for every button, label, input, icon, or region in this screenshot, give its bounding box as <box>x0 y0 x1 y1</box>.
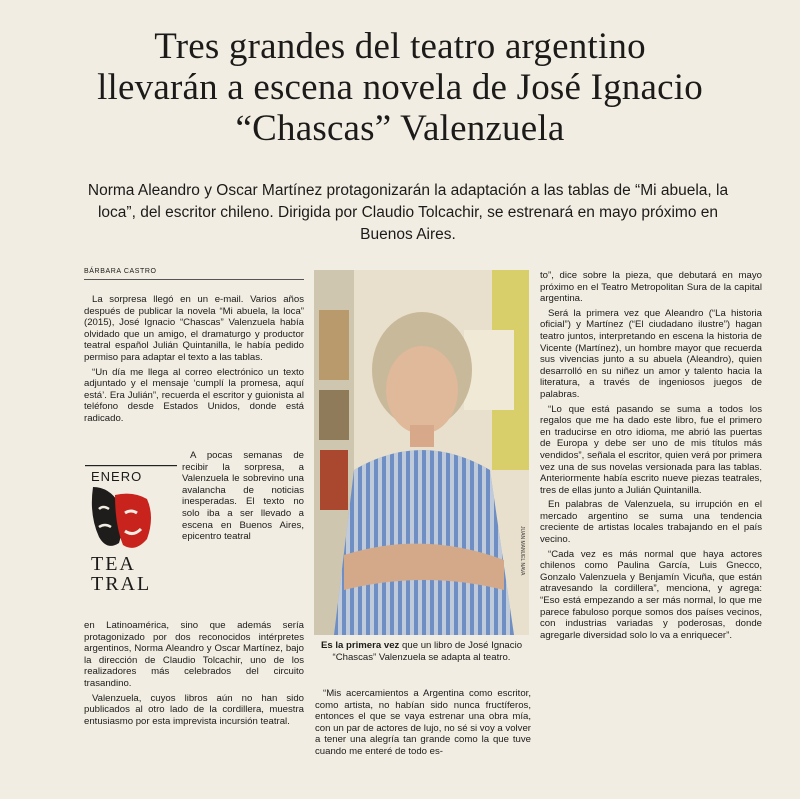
paragraph: en Latinoamérica, sino que además sería protagonizado por dos reconocidos intérpretes argentinos, Norma Aleandro y Oscar Martínez, bajo la dirección de Claudio Tolcachir, uno de los realizadores más celebrados del circuito trasandino. <box>84 620 304 689</box>
paragraph: “Cada vez es más normal que haya actores chilenos como Paulina García, Luis Gnecco, Gonzalo Valenzuela y Benjamín Vicuña, que están atravesando la cordillera”, menciona, y agrega: “Eso está empezando a ser más normal, lo que me parece fabuloso porque somos dos países vecinos, con industrias variadas y poderosas, donde agregarle diversidad solo lo va a enriquecer”. <box>540 548 762 641</box>
body-column-3 <box>540 270 762 790</box>
paragraph: to”, dice sobre la pieza, que debutará en mayo próximo en el Teatro Metropolitan Sura de la capital argentina. <box>540 270 762 305</box>
photo-credit: JUAN MANUEL NAVA <box>519 525 525 575</box>
caption-lead: Es la primera vez <box>320 640 400 651</box>
byline-rule <box>84 279 304 280</box>
paragraph: “Mis acercamientos a Argentina como escritor, como artista, no habían sido nunca fructíferos, entonces el que se vaya estrenar una obra mía, con un par de actores de lujo, no sé si voy a volver a tener una alegría tan grande como la que tuve cuando me enteré de todo es- <box>315 688 531 757</box>
enero-teatral-logo <box>85 465 177 605</box>
subhead: Norma Aleandro y Oscar Martínez protagonizarán la adaptación a las tablas de “Mi abuela, la loca”, del escritor chileno. Dirigida por Claudio Tolcachir, se estrenará en mayo próximo en Buenos Aires. <box>87 182 729 243</box>
logo-line-3: TRAL <box>91 573 152 595</box>
photo-caption <box>314 640 529 663</box>
logo-line-1: ENERO <box>91 469 143 484</box>
body-column-1-lower <box>84 620 304 790</box>
logo-line-2: TEA <box>91 553 136 575</box>
body-column-1-continued <box>182 450 304 620</box>
body-column-2 <box>315 688 531 788</box>
paragraph: En palabras de Valenzuela, su irrupción en el mercado argentino se suma una tendencia creciente de artistas locales trabajando en el país vecino. <box>540 499 762 546</box>
paragraph: “Lo que está pasando se suma a todos los regalos que me ha dado este libro, fue el primero en traducirse en otro idioma, me abrió las puertas de Europa y debe ser uno de mis títulos más vendidos”, señala el escritor, quien verá por primera vez una de sus novelas versionada para las tablas. Anteriormente había escrito nueve piezas teatrales, tres de ellas junto a Julián Quintanilla. <box>540 403 762 496</box>
paragraph: Será la primera vez que Aleandro (“La historia oficial”) y Martínez (“El ciudadano ilustre”) hagan teatro juntos, interpretando en escena la historia de Vicente (Martínez), un hombre mayor que recuerda sus vivencias junto a su abuela (Aleandro), quien desarrolló en su niñez un amor y talento hacia la literatura, a través de ingeniosos juegos de palabras. <box>540 307 762 400</box>
paragraph: La sorpresa llegó en un e-mail. Varios años después de publicar la novela “Mi abuela, la loca” (2015), José Ignacio “Chascas” Valenzuela había olvidado que un amigo, el dramaturgo y productor teatral español Julián Quintanilla, le había pedido permiso para adaptar el texto a las tablas. <box>84 294 304 363</box>
paragraph: Valenzuela, cuyos libros aún no han sido publicados al otro lado de la cordillera, muestra entusiasmo por esta imprevista incursión teatral. <box>84 692 304 727</box>
paragraph: “Un día me llega al correo electrónico un texto adjuntado y el mensaje ‘cumplí la promesa, aquí está’. Era Julián”, recuerda el escritor y guionista al teléfono desde Estados Unidos, donde está radicado. <box>84 366 304 424</box>
headline: Tres grandes del teatro argentino llevarán a escena novela de José Ignacio “Chascas” Valenzuela <box>97 26 703 149</box>
author-photo <box>314 270 529 635</box>
portrait-image <box>314 270 529 635</box>
byline: BÁRBARA CASTRO <box>84 268 157 275</box>
caption-text: que un libro de José Ignacio “Chascas” Valenzuela se adapta al teatro. <box>332 640 523 663</box>
paragraph: A pocas semanas de recibir la sorpresa, a Valenzuela le sobrevino una avalancha de noticias inesperadas. El texto no solo iba a ser llevado a escena en Buenos Aires, epicentro teatral <box>182 450 304 543</box>
